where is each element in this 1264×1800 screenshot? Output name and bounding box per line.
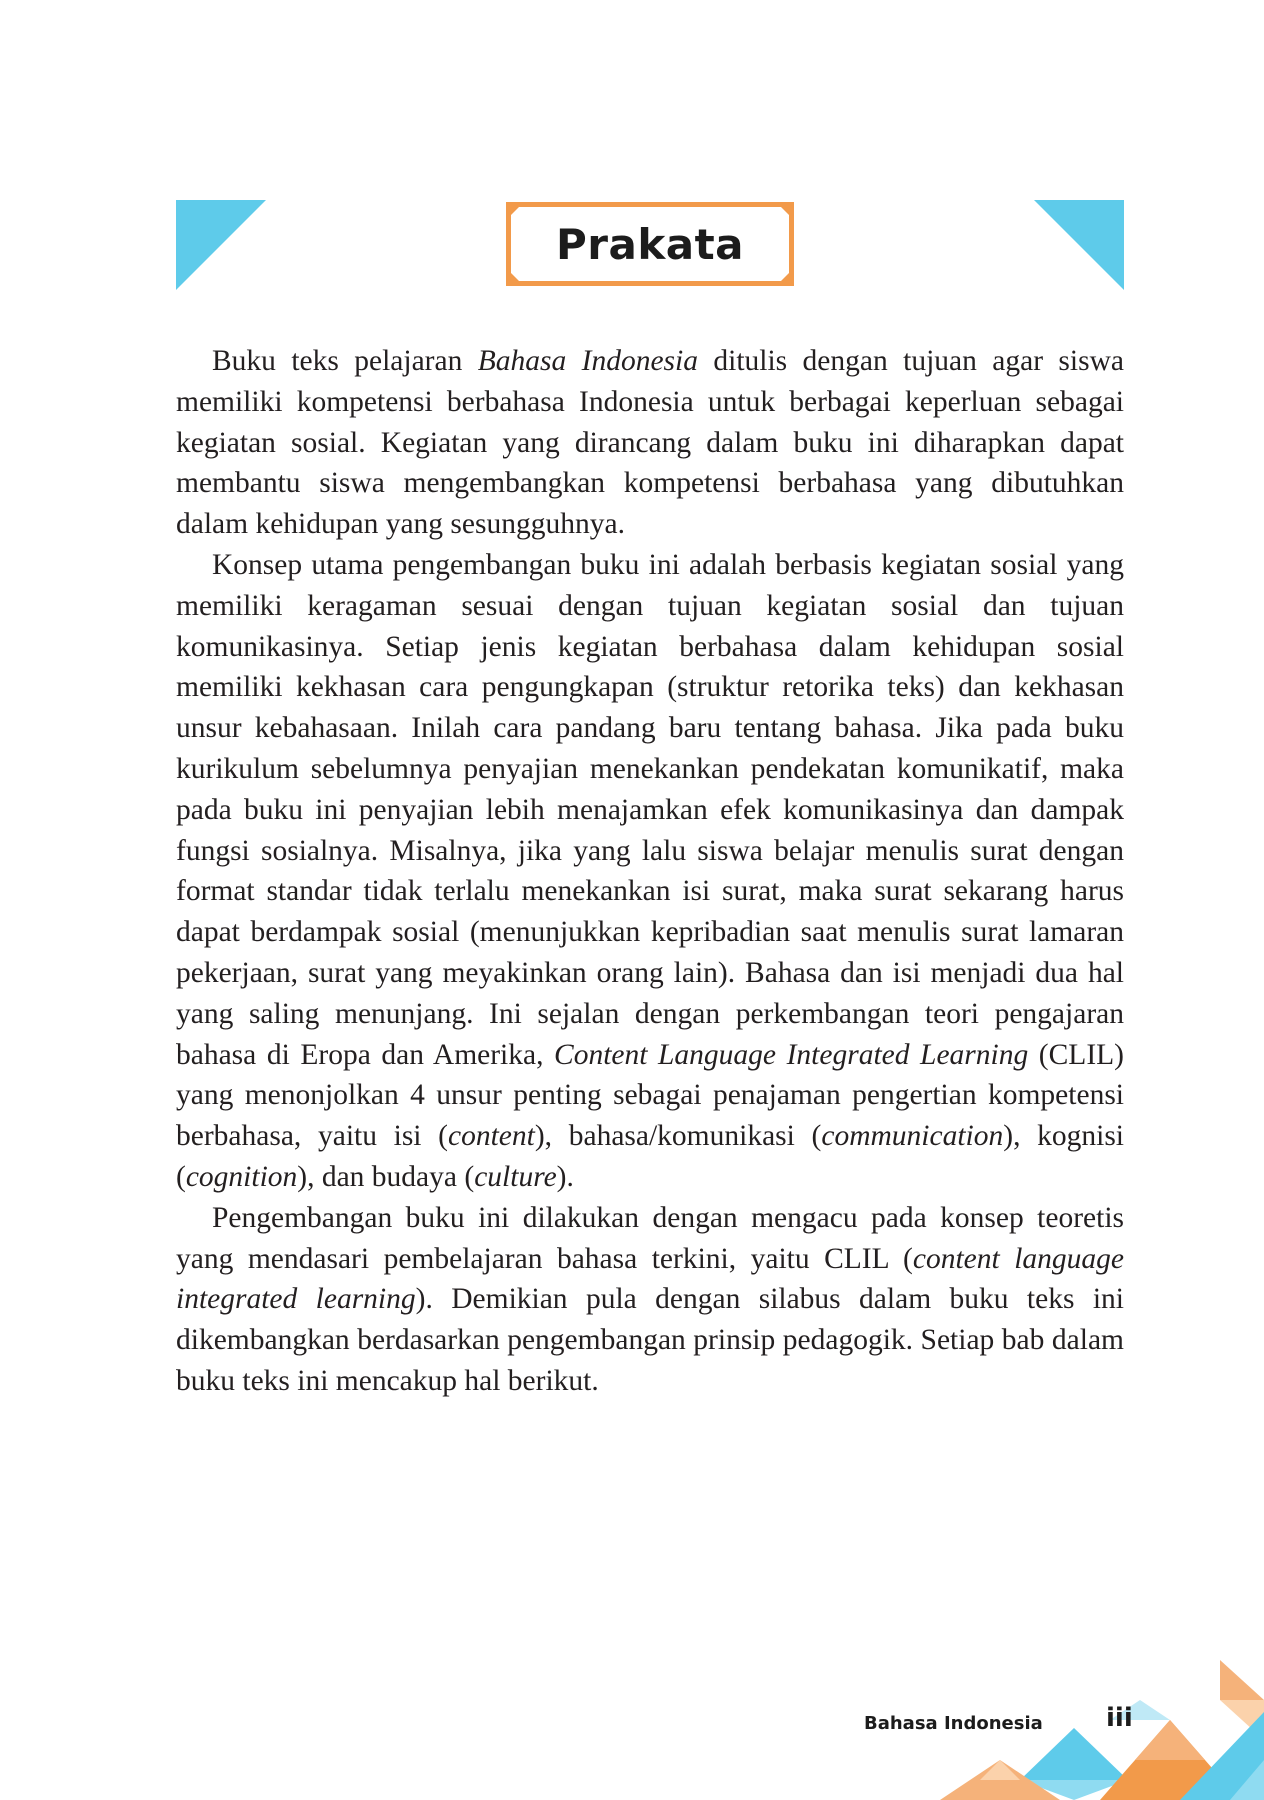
italic-text-run: cognition [185, 1160, 298, 1193]
title-box-corner [508, 204, 522, 218]
text-run: ), bahasa/komunikasi ( [534, 1120, 822, 1153]
page-number: iii [1106, 1703, 1133, 1733]
title-box [506, 202, 794, 286]
text-run: (CLIL) yang menonjolkan 4 unsur penting sebagai penajaman pengertian kompetensi berbahasa, yaitu isi ( [176, 1038, 1124, 1153]
italic-text-run: content [448, 1120, 535, 1153]
title-box-corner [778, 270, 792, 284]
text-run: ). Demikian pula dengan silabus dalam buku teks ini dikembangkan berdasarkan pengembangan prinsip pedagogik. Setiap bab dalam buku teks ini mencakup hal berikut. [176, 1283, 1124, 1397]
paragraph [176, 545, 1124, 1198]
italic-text-run: content language integrated learning [176, 1242, 1124, 1316]
preface-body [176, 341, 1124, 1402]
title-box-corner [508, 270, 522, 284]
paragraph [176, 341, 1124, 545]
footer-book-title: Bahasa Indonesia [864, 1713, 1043, 1734]
text-run: Buku teks pelajaran [212, 345, 478, 377]
top-right-triangle-decoration [1034, 200, 1124, 290]
italic-text-run: culture [474, 1160, 557, 1193]
italic-text-run: Content Language Integrated Learning [554, 1038, 1029, 1071]
top-left-triangle-decoration [176, 200, 266, 290]
paragraph [176, 1198, 1124, 1402]
text-run: Konsep utama pengembangan buku ini adalah berbasis kegiatan sosial yang memiliki keragaman sesuai dengan tujuan kegiatan sosial dan tujuan komunikasinya. Setiap jenis kegiatan berbahasa dalam kehidupan sosial memiliki kekhasan cara pengungkapan (struktur retorika teks) dan kekhasan unsur kebahasaan. Inilah cara pandang baru tentang bahasa. Jika pada buku kurikulum sebelumnya penyajian menekankan pendekatan komunikatif, maka pada buku ini penyajian lebih menajamkan efek komunikasinya dan dampak fungsi sosialnya. Misalnya, jika yang lalu siswa belajar menulis surat dengan format standar tidak terlalu menekankan isi surat, maka surat sekarang harus dapat berdampak sosial (menunjukkan kepribadian saat menulis surat lamaran pekerjaan, surat yang meyakinkan orang lain). Bahasa dan isi menjadi dua hal yang saling menunjang. Ini sejalan dengan perkembangan teori pengajaran bahasa di Eropa dan Amerika, [176, 548, 1124, 1071]
italic-text-run: Bahasa Indonesia [477, 345, 698, 377]
italic-text-run: communication [821, 1120, 1004, 1153]
title-box-corner [778, 204, 792, 218]
text-run: ), dan budaya ( [297, 1160, 475, 1193]
text-run: Pengembangan buku ini dilakukan dengan mengacu pada konsep teoretis yang mendasari pembelajaran bahasa terkini, yaitu CLIL ( [176, 1201, 1124, 1275]
text-run: ), kognisi ( [176, 1120, 1124, 1193]
text-run: ). [556, 1160, 574, 1193]
text-run: ditulis dengan tujuan agar siswa memiliki kompetensi berbahasa Indonesia untuk berbagai keperluan sebagai kegiatan sosial. Kegiatan yang dirancang dalam buku ini diharapkan dapat membantu siswa mengembangkan kompetensi berbahasa yang dibutuhkan dalam kehidupan yang sesungguhnya. [176, 345, 1124, 541]
page-title: Prakata [555, 219, 745, 269]
